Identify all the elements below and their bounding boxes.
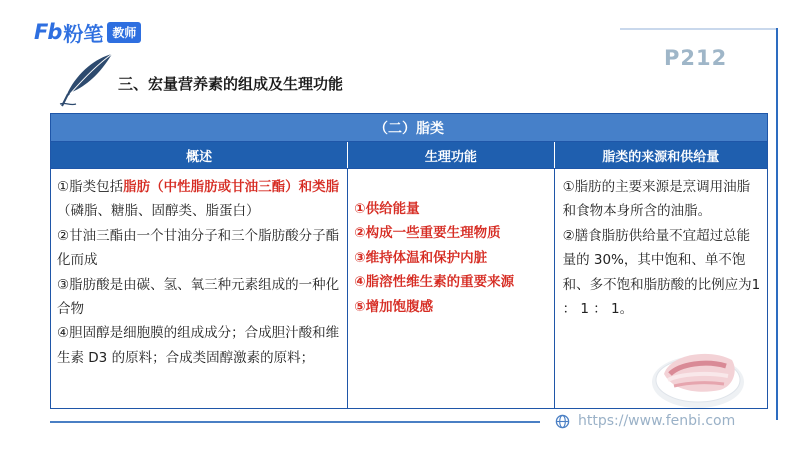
sources-para-1: ①脂肪的主要来源是烹调用油脂和食物本身所含的油脂。 [562,179,751,220]
frame-right-line [776,28,778,420]
header-overview: 概述 [51,142,348,168]
overview-cell [51,169,348,408]
function-item: ①供给能量 [354,201,420,217]
overview-para-1 [57,175,341,224]
brand-logo [34,20,141,44]
meat-illustration [650,330,746,410]
header-sources: 脂类的来源和供给量 [602,149,720,165]
brand-name: 粉笔 [63,21,104,46]
overview-para-3: ③脂肪酸是由碳、氢、氧三种元素组成的一种化合物 [57,276,340,318]
section-title: 三、宏量营养素的组成及生理功能 [118,75,344,93]
header-functions: 生理功能 [348,142,554,168]
quill-icon [56,52,116,108]
table-header-row [51,142,767,168]
globe-icon [555,414,570,429]
function-item: ②构成一些重要生理物质 [354,225,501,242]
function-item: ⑤增加饱腹感 [354,298,434,315]
overview-para-2: ②甘油三酯由一个甘油分子和三个脂肪酸分子酯化而成 [57,227,340,269]
overview-p1-suffix: （磷脂、糖脂、固醇类、脂蛋白） [57,203,260,220]
brand-tag: 教师 [107,22,141,43]
function-item: ③维持体温和保护内脏 [354,249,488,266]
overview-p1-prefix: ①脂类包括 [57,179,124,195]
functions-cell [348,169,554,408]
sources-para-2: ②膳食脂肪供给量不宜超过总能量的 30%，其中饱和、单不饱和、多不饱和脂肪酸的比例应为1 ： 1 ： 1。 [562,227,761,318]
brand-mark: Fb [34,20,62,44]
footer-link[interactable] [555,413,735,429]
overview-p1-highlight: 脂肪（中性脂肪或甘油三酯）和类脂 [123,179,340,195]
footer-url[interactable]: https://www.fenbi.com [578,413,736,429]
page-number: P212 [664,46,728,70]
overview-para-4: ④胆固醇是细胞膜的组成成分；合成胆汁酸和维生素 D3 的原料；合成类固醇激素的原料； [57,325,340,366]
table-title: （二）脂类 [51,114,767,142]
footer-line [50,421,540,423]
function-item: ④脂溶性维生素的重要来源 [354,274,515,291]
frame-top-line [620,28,778,30]
